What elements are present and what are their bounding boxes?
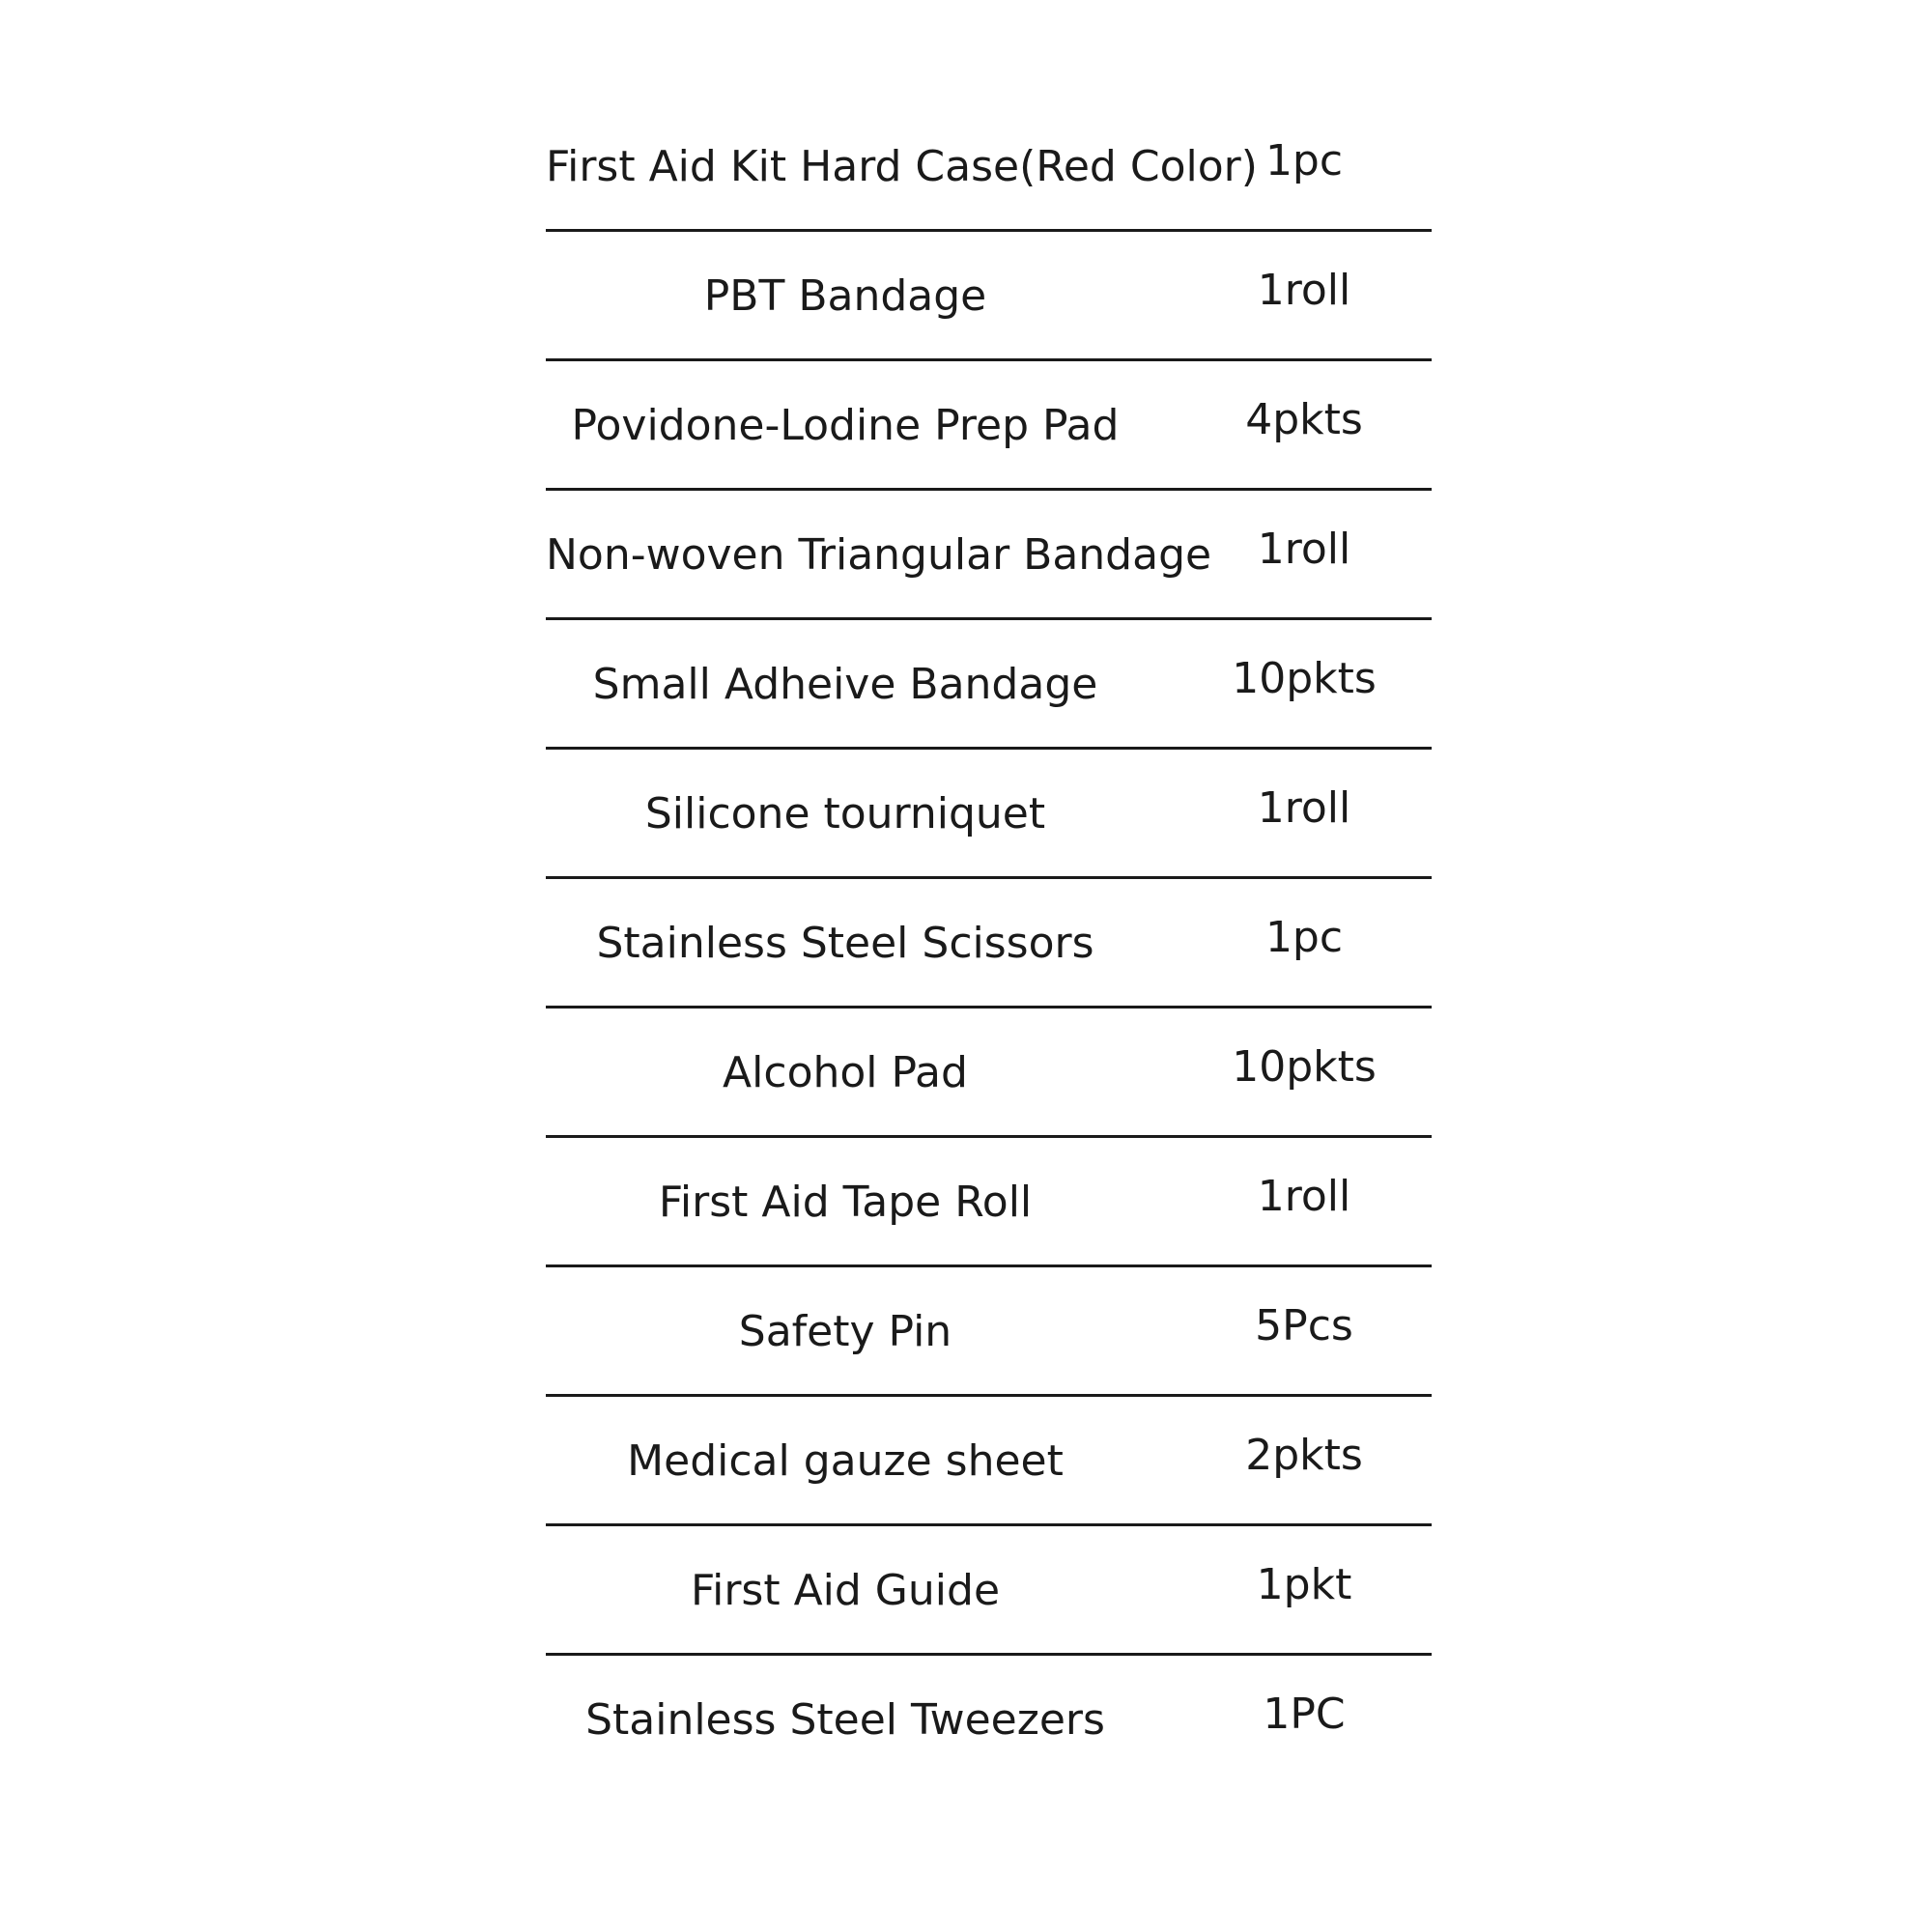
item-quantity: 1pc [1264,913,1344,962]
table-row [546,1656,1432,1785]
item-quantity: 1roll [1257,525,1351,574]
table-row [546,1267,1432,1397]
item-quantity: 5Pcs [1255,1301,1353,1350]
item-quantity: 10pkts [1232,1042,1377,1092]
item-name: Medical gauze sheet [627,1436,1064,1486]
table-row [546,102,1432,232]
table-row [546,620,1432,750]
table-row [546,750,1432,879]
item-name: Safety Pin [738,1307,952,1356]
item-quantity: 4pkts [1245,395,1363,444]
item-name: Alcohol Pad [723,1048,968,1097]
table-row [546,361,1432,491]
table-row [546,232,1432,361]
item-quantity: 1roll [1257,266,1351,315]
item-name: Small Adheive Bandage [592,660,1098,709]
item-quantity: 10pkts [1232,654,1377,703]
table-row [546,1138,1432,1267]
item-name: Silicone tourniquet [644,789,1046,838]
item-name: First Aid Guide [690,1566,1001,1615]
item-quantity: 2pkts [1245,1431,1363,1480]
item-name: Non-woven Triangular Bandage [546,530,1212,580]
item-name: First Aid Kit Hard Case(Red Color) [546,142,1258,191]
item-quantity: 1pc [1264,136,1344,185]
item-quantity: 1roll [1257,1172,1351,1221]
table-row [546,1397,1432,1526]
table-row [546,1009,1432,1138]
item-name: Povidone-Lodine Prep Pad [571,401,1120,450]
item-name: First Aid Tape Roll [658,1178,1033,1227]
item-name: Stainless Steel Scissors [596,919,1094,968]
table-row [546,491,1432,620]
item-name: PBT Bandage [703,271,987,321]
kit-contents-table [546,102,1432,1785]
item-name: Stainless Steel Tweezers [585,1695,1105,1745]
item-quantity: 1roll [1257,783,1351,833]
table-row [546,879,1432,1009]
item-quantity: 1pkt [1256,1560,1352,1609]
table-row [546,1526,1432,1656]
item-quantity: 1PC [1263,1690,1346,1739]
